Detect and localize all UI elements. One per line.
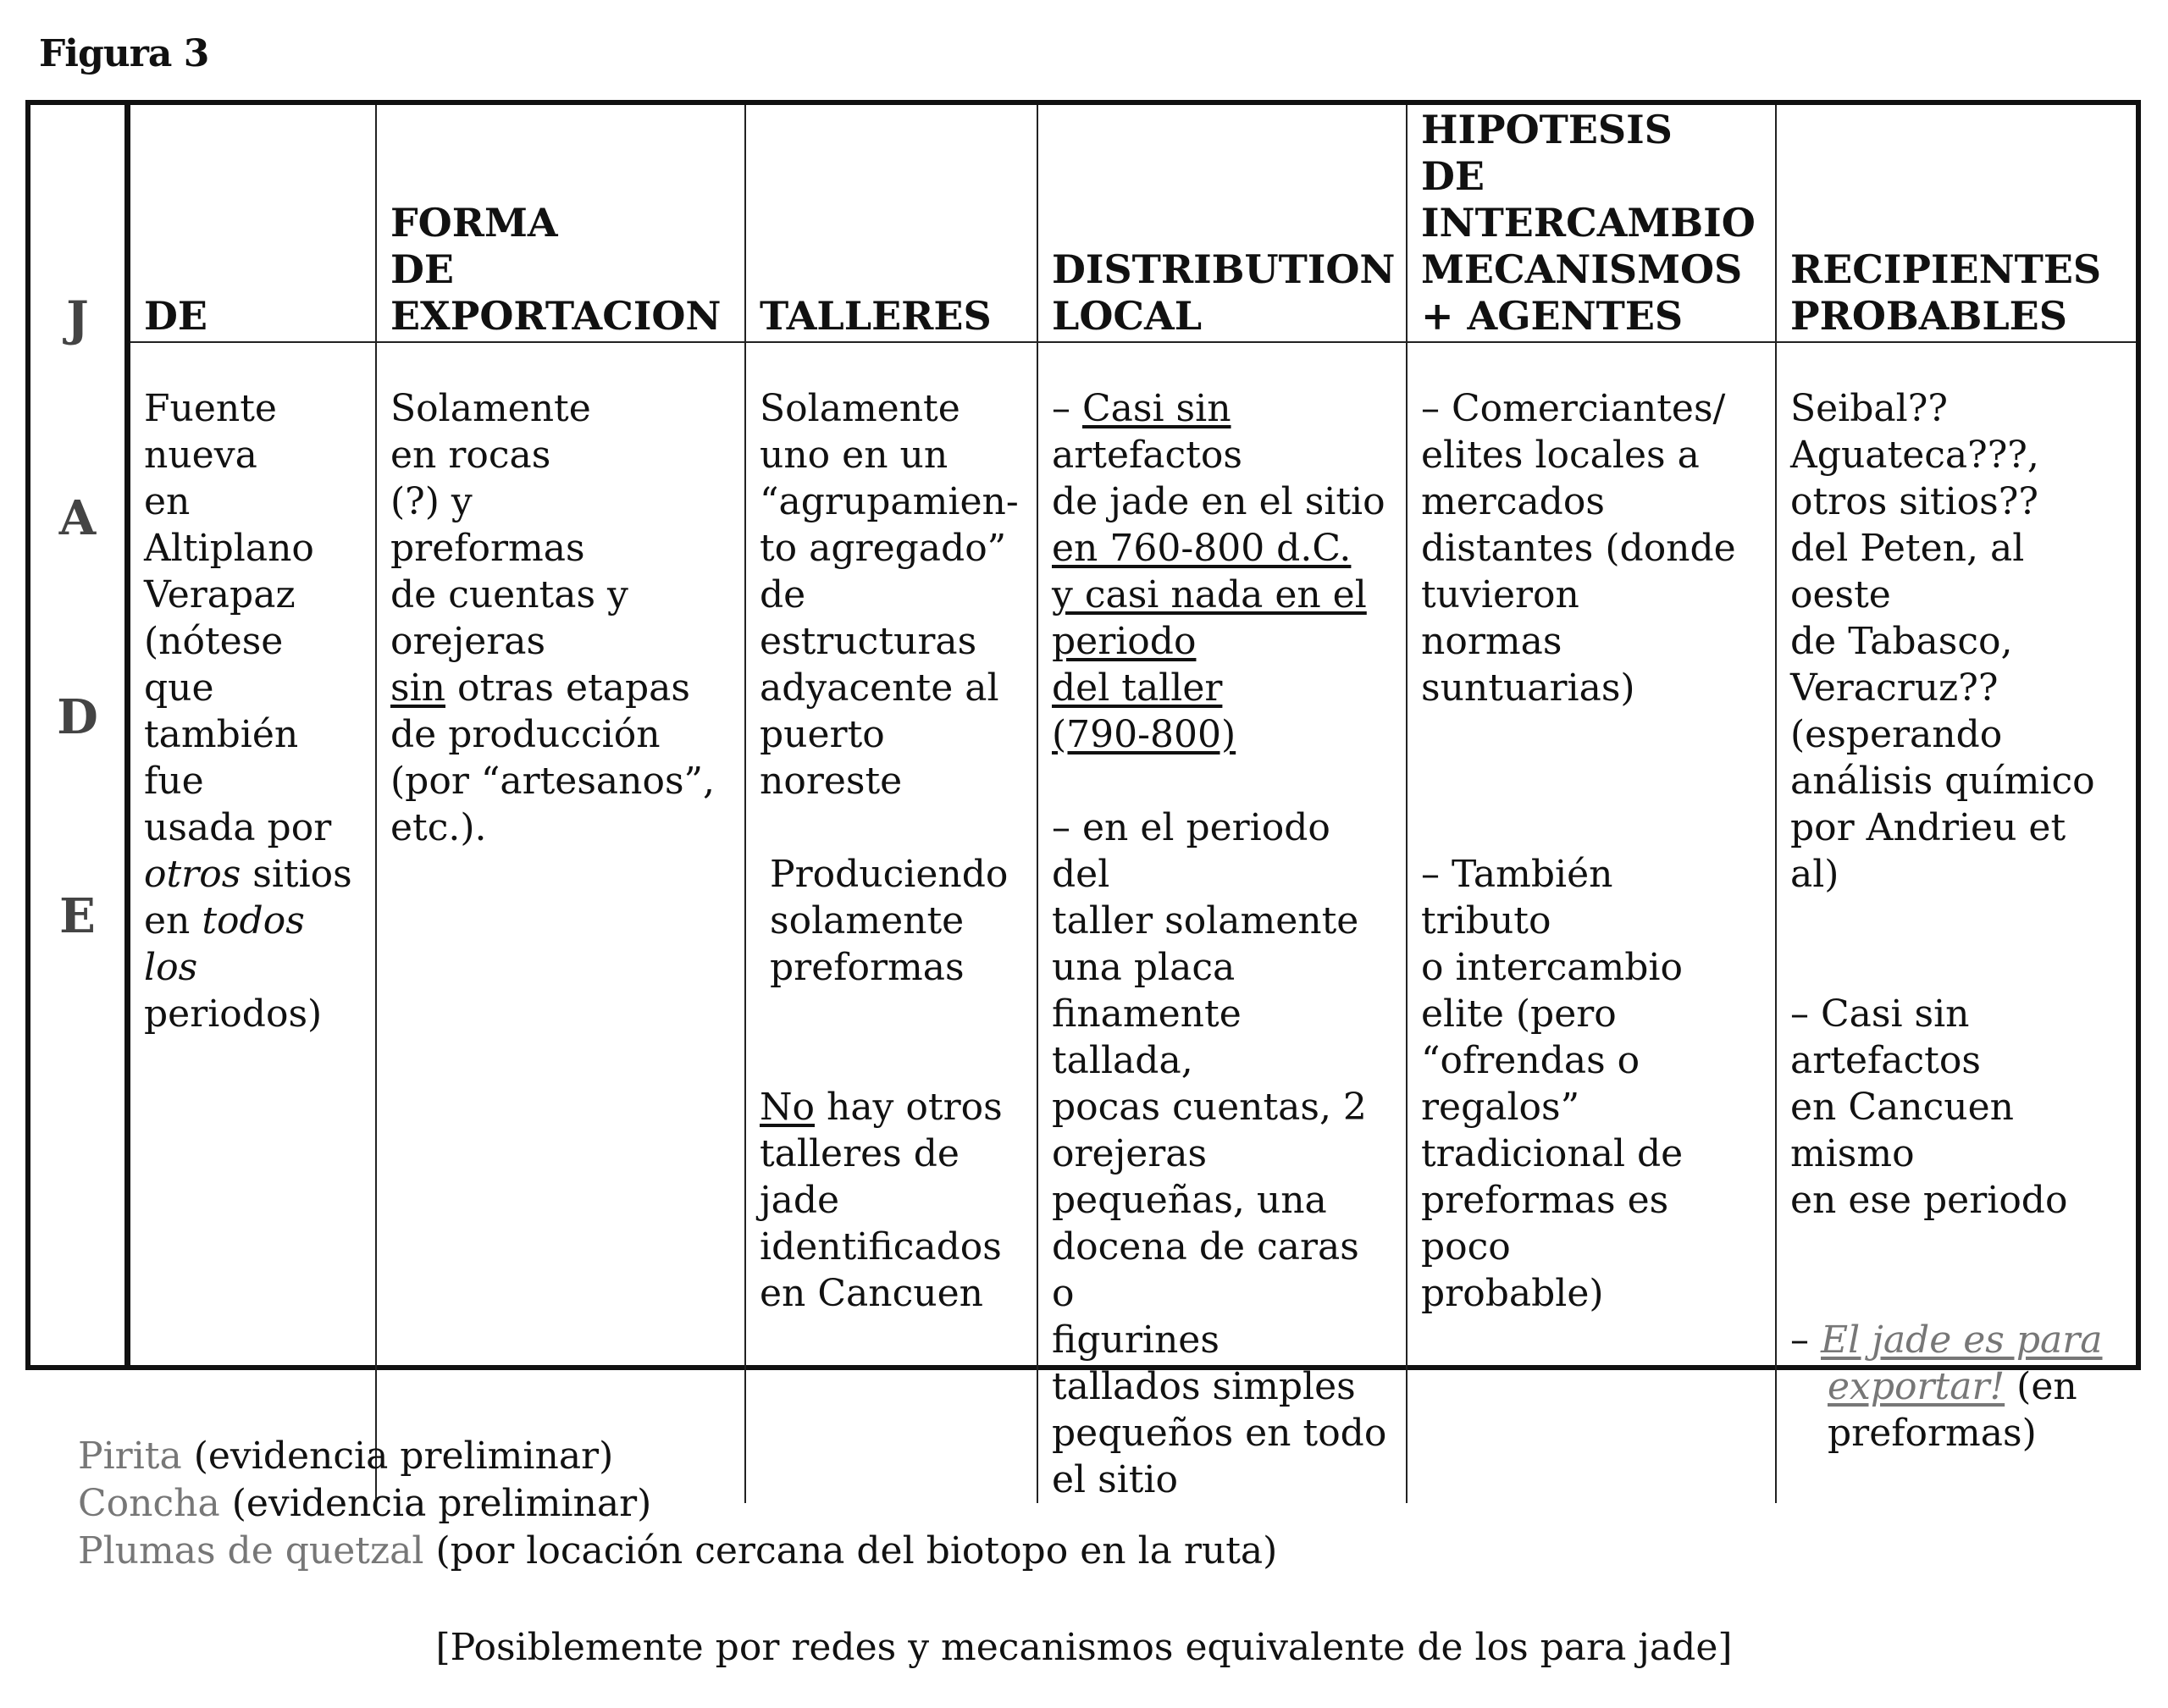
side-label-column <box>30 105 130 1365</box>
cell-forma: Solamente en rocas (?) y preformas de cuentas y orejeras sin otras etapas de producción (por “artesanos”, etc.). <box>376 342 745 1503</box>
jade-table <box>130 105 2136 1503</box>
side-letter-a: A <box>58 490 97 546</box>
legend-item-concha: Concha (evidencia preliminar) <box>78 1482 652 1525</box>
cell-de: Fuente nueva en Altiplano Verapaz (nótese que también fue usada por otros sitios en todos los periodos) <box>144 387 352 1036</box>
cell-hipotesis: – Comerciantes/ elites locales a mercados distantes (donde tuvieron normas suntuarias) – También tributo o intercambio elite (pero “ofrendas o regalos” tradicional de preformas es poco probable) <box>1407 342 1776 1503</box>
side-letter-e: E <box>59 888 96 944</box>
header-recipientes: RECIPIENTES PROBABLES <box>1776 105 2136 342</box>
side-letter-j: J <box>66 291 89 347</box>
cell-distribution: – Casi sin artefactos de jade en el sitio en 760-800 d.C. y casi nada en el periodo del taller (790-800) – en el periodo del taller solamente una placa finamente tallada, pocas cuentas, 2 orejeras pequeñas, una docena de caras o figurines tallados simples pequeños en todo el sitio <box>1037 342 1407 1503</box>
cell-talleres: Solamente uno en un “agrupamien- to agregado” de estructuras adyacente al puerto noreste Produciendo solamente preformas No hay otros talleres de jade identificados en Cancuen <box>745 342 1037 1503</box>
header-hipotesis: HIPOTESIS DE INTERCAMBIO MECANISMOS + AGENTES <box>1407 105 1776 342</box>
legend-item-plumas: Plumas de quetzal (por locación cercana del biotopo en la ruta) <box>78 1529 1278 1573</box>
side-letter-d: D <box>57 689 98 745</box>
legend-item-pirita: Pirita (evidencia preliminar) <box>78 1434 614 1478</box>
footnote: [Posiblemente por redes y mecanismos equivalente de los para jade] <box>435 1626 1733 1669</box>
header-distribution: DISTRIBUTION LOCAL <box>1037 105 1407 342</box>
header-talleres: TALLERES <box>745 105 1037 342</box>
cell-recipientes: Seibal?? Aguateca???, otros sitios?? del Peten, al oeste de Tabasco, Veracruz?? (esperando análisis químico por Andrieu et al) – Casi sin artefactos en Cancuen mismo en ese periodo – El jade es para exportar! (en preformas) <box>1776 342 2136 1503</box>
header-row <box>130 105 2136 342</box>
header-forma: FORMA DE EXPORTACION <box>376 105 745 342</box>
figure-title: Figura 3 <box>39 32 209 75</box>
table-row <box>130 342 2136 1503</box>
header-de: DE <box>130 105 376 342</box>
legend <box>78 1433 1277 1575</box>
